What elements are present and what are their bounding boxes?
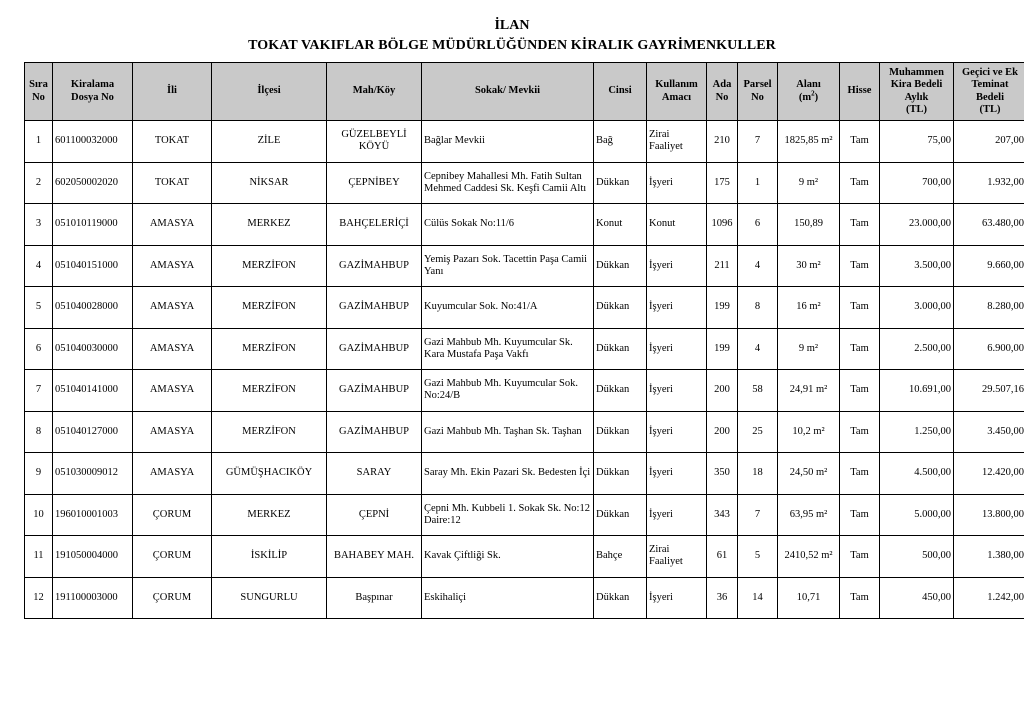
cell-dosya-no: 196010001003 xyxy=(53,494,133,536)
cell-cinsi: Dükkan xyxy=(594,328,647,370)
cell-sokak-mevkii: Gazi Mahbub Mh. Kuyumcular Sok. No:24/B xyxy=(422,370,594,412)
cell-teminat-bedeli: 63.480,00 xyxy=(954,204,1024,246)
table-row xyxy=(25,245,1024,287)
cell-hisse: Tam xyxy=(840,245,880,287)
cell-ilce: MERZİFON xyxy=(212,411,327,453)
cell-sokak-mevkii: Gazi Mahbub Mh. Taşhan Sk. Taşhan xyxy=(422,411,594,453)
cell-teminat-bedeli: 6.900,00 xyxy=(954,328,1024,370)
cell-mah-koy: ÇEPNİ xyxy=(327,494,422,536)
table-row xyxy=(25,453,1024,495)
cell-parsel-no: 18 xyxy=(738,453,778,495)
cell-kira-bedeli: 10.691,00 xyxy=(880,370,954,412)
cell-sira: 3 xyxy=(25,204,53,246)
cell-sokak-mevkii: Yemiş Pazarı Sok. Tacettin Paşa Camii Yanı xyxy=(422,245,594,287)
cell-ilce: MERKEZ xyxy=(212,494,327,536)
cell-kullanim-amaci: İşyeri xyxy=(647,162,707,204)
cell-kira-bedeli: 4.500,00 xyxy=(880,453,954,495)
cell-il: AMASYA xyxy=(133,245,212,287)
cell-dosya-no: 051040127000 xyxy=(53,411,133,453)
header-teminat-bedeli: Geçici ve Ek Teminat Bedeli (TL) xyxy=(954,63,1024,121)
cell-sira: 10 xyxy=(25,494,53,536)
cell-ada-no: 200 xyxy=(707,370,738,412)
cell-hisse: Tam xyxy=(840,411,880,453)
cell-hisse: Tam xyxy=(840,162,880,204)
cell-teminat-bedeli: 1.242,00 xyxy=(954,577,1024,619)
cell-teminat-bedeli: 12.420,00 xyxy=(954,453,1024,495)
cell-ada-no: 199 xyxy=(707,287,738,329)
cell-mah-koy: GÜZELBEYLİ KÖYÜ xyxy=(327,121,422,163)
cell-hisse: Tam xyxy=(840,204,880,246)
cell-cinsi: Dükkan xyxy=(594,162,647,204)
table-row xyxy=(25,370,1024,412)
cell-hisse: Tam xyxy=(840,453,880,495)
cell-hisse: Tam xyxy=(840,287,880,329)
cell-alani: 9 m² xyxy=(778,162,840,204)
table-row xyxy=(25,204,1024,246)
cell-sokak-mevkii: Çepni Mh. Kubbeli 1. Sokak Sk. No:12 Daire:12 xyxy=(422,494,594,536)
cell-teminat-bedeli: 1.380,00 xyxy=(954,536,1024,578)
cell-hisse: Tam xyxy=(840,328,880,370)
page-title: İLAN xyxy=(494,18,530,33)
cell-kullanim-amaci: İşyeri xyxy=(647,577,707,619)
cell-hisse: Tam xyxy=(840,121,880,163)
cell-teminat-bedeli: 13.800,00 xyxy=(954,494,1024,536)
cell-kira-bedeli: 1.250,00 xyxy=(880,411,954,453)
cell-mah-koy: Başpınar xyxy=(327,577,422,619)
cell-kira-bedeli: 75,00 xyxy=(880,121,954,163)
cell-dosya-no: 051040141000 xyxy=(53,370,133,412)
cell-cinsi: Bağ xyxy=(594,121,647,163)
cell-kira-bedeli: 5.000,00 xyxy=(880,494,954,536)
cell-kullanim-amaci: İşyeri xyxy=(647,370,707,412)
cell-il: TOKAT xyxy=(133,162,212,204)
cell-alani: 9 m² xyxy=(778,328,840,370)
cell-cinsi: Bahçe xyxy=(594,536,647,578)
cell-sira: 8 xyxy=(25,411,53,453)
cell-cinsi: Dükkan xyxy=(594,370,647,412)
cell-parsel-no: 8 xyxy=(738,287,778,329)
cell-il: TOKAT xyxy=(133,121,212,163)
cell-mah-koy: SARAY xyxy=(327,453,422,495)
table-body xyxy=(25,121,1024,619)
header-cinsi: Cinsi xyxy=(594,63,647,121)
rental-properties-table xyxy=(24,62,1024,619)
cell-ilce: İSKİLİP xyxy=(212,536,327,578)
cell-mah-koy: BAHÇELERİÇİ xyxy=(327,204,422,246)
cell-sokak-mevkii: Eskihaliçi xyxy=(422,577,594,619)
table-row xyxy=(25,121,1024,163)
cell-kullanim-amaci: İşyeri xyxy=(647,328,707,370)
cell-il: AMASYA xyxy=(133,370,212,412)
cell-sira: 1 xyxy=(25,121,53,163)
cell-il: AMASYA xyxy=(133,453,212,495)
cell-teminat-bedeli: 8.280,00 xyxy=(954,287,1024,329)
table-row xyxy=(25,577,1024,619)
cell-kira-bedeli: 450,00 xyxy=(880,577,954,619)
cell-alani: 24,50 m² xyxy=(778,453,840,495)
cell-parsel-no: 6 xyxy=(738,204,778,246)
table-row xyxy=(25,162,1024,204)
cell-il: ÇORUM xyxy=(133,494,212,536)
cell-parsel-no: 1 xyxy=(738,162,778,204)
cell-sokak-mevkii: Cepnibey Mahallesi Mh. Fatih Sultan Mehmed Caddesi Sk. Keşfi Camii Altı xyxy=(422,162,594,204)
cell-mah-koy: GAZİMAHBUP xyxy=(327,287,422,329)
cell-parsel-no: 25 xyxy=(738,411,778,453)
cell-parsel-no: 5 xyxy=(738,536,778,578)
cell-alani: 1825,85 m² xyxy=(778,121,840,163)
cell-sira: 9 xyxy=(25,453,53,495)
cell-sokak-mevkii: Kavak Çiftliği Sk. xyxy=(422,536,594,578)
cell-ada-no: 199 xyxy=(707,328,738,370)
cell-parsel-no: 14 xyxy=(738,577,778,619)
table-header-row xyxy=(25,63,1024,121)
cell-kira-bedeli: 700,00 xyxy=(880,162,954,204)
table-row xyxy=(25,328,1024,370)
cell-alani: 150,89 xyxy=(778,204,840,246)
cell-kullanim-amaci: İşyeri xyxy=(647,494,707,536)
cell-ilce: MERZİFON xyxy=(212,245,327,287)
cell-kira-bedeli: 3.500,00 xyxy=(880,245,954,287)
cell-ada-no: 343 xyxy=(707,494,738,536)
cell-cinsi: Dükkan xyxy=(594,577,647,619)
table-row xyxy=(25,411,1024,453)
cell-teminat-bedeli: 9.660,00 xyxy=(954,245,1024,287)
cell-ada-no: 36 xyxy=(707,577,738,619)
cell-sira: 12 xyxy=(25,577,53,619)
header-il: İli xyxy=(133,63,212,121)
cell-parsel-no: 7 xyxy=(738,121,778,163)
header-hisse: Hisse xyxy=(840,63,880,121)
header-kullanim-amaci: Kullanım Amacı xyxy=(647,63,707,121)
cell-ada-no: 175 xyxy=(707,162,738,204)
cell-alani: 63,95 m² xyxy=(778,494,840,536)
cell-ilce: MERKEZ xyxy=(212,204,327,246)
cell-il: AMASYA xyxy=(133,328,212,370)
cell-il: ÇORUM xyxy=(133,577,212,619)
cell-dosya-no: 051010119000 xyxy=(53,204,133,246)
cell-sokak-mevkii: Gazi Mahbub Mh. Kuyumcular Sk. Kara Mustafa Paşa Vakfı xyxy=(422,328,594,370)
cell-dosya-no: 051040030000 xyxy=(53,328,133,370)
cell-alani: 30 m² xyxy=(778,245,840,287)
header-dosya-no: Kiralama Dosya No xyxy=(53,63,133,121)
cell-ilce: ZİLE xyxy=(212,121,327,163)
cell-teminat-bedeli: 207,00 xyxy=(954,121,1024,163)
table-row xyxy=(25,536,1024,578)
cell-mah-koy: GAZİMAHBUP xyxy=(327,245,422,287)
cell-ada-no: 61 xyxy=(707,536,738,578)
header-alani: Alanı $(m^2)$ xyxy=(778,63,840,121)
cell-sokak-mevkii: Saray Mh. Ekin Pazari Sk. Bedesten İçi xyxy=(422,453,594,495)
cell-alani: 10,2 m² xyxy=(778,411,840,453)
cell-il: AMASYA xyxy=(133,411,212,453)
cell-cinsi: Dükkan xyxy=(594,411,647,453)
cell-ilce: MERZİFON xyxy=(212,370,327,412)
header-ilce: İlçesi xyxy=(212,63,327,121)
cell-ada-no: 1096 xyxy=(707,204,738,246)
cell-kira-bedeli: 500,00 xyxy=(880,536,954,578)
cell-ada-no: 210 xyxy=(707,121,738,163)
cell-cinsi: Dükkan xyxy=(594,453,647,495)
cell-sira: 2 xyxy=(25,162,53,204)
cell-mah-koy: ÇEPNİBEY xyxy=(327,162,422,204)
cell-il: AMASYA xyxy=(133,204,212,246)
cell-dosya-no: 051040151000 xyxy=(53,245,133,287)
cell-ada-no: 200 xyxy=(707,411,738,453)
header-parsel-no: Parsel No xyxy=(738,63,778,121)
cell-alani: 10,71 xyxy=(778,577,840,619)
cell-hisse: Tam xyxy=(840,370,880,412)
cell-kullanim-amaci: İşyeri xyxy=(647,245,707,287)
cell-kira-bedeli: 2.500,00 xyxy=(880,328,954,370)
cell-ilce: SUNGURLU xyxy=(212,577,327,619)
header-kira-bedeli: Muhammen Kira Bedeli Aylık (TL) xyxy=(880,63,954,121)
cell-ilce: GÜMÜŞHACIKÖY xyxy=(212,453,327,495)
cell-kullanim-amaci: İşyeri xyxy=(647,411,707,453)
cell-mah-koy: BAHABEY MAH. xyxy=(327,536,422,578)
cell-dosya-no: 601100032000 xyxy=(53,121,133,163)
cell-parsel-no: 7 xyxy=(738,494,778,536)
cell-alani: 16 m² xyxy=(778,287,840,329)
cell-sokak-mevkii: Cülüs Sokak No:11/6 xyxy=(422,204,594,246)
cell-cinsi: Konut xyxy=(594,204,647,246)
header-sokak-mevkii: Sokak/ Mevkii xyxy=(422,63,594,121)
cell-teminat-bedeli: 1.932,00 xyxy=(954,162,1024,204)
header-mah-koy: Mah/Köy xyxy=(327,63,422,121)
cell-parsel-no: 58 xyxy=(738,370,778,412)
cell-parsel-no: 4 xyxy=(738,245,778,287)
cell-ilce: NİKSAR xyxy=(212,162,327,204)
cell-cinsi: Dükkan xyxy=(594,245,647,287)
cell-kullanim-amaci: Konut xyxy=(647,204,707,246)
cell-ada-no: 350 xyxy=(707,453,738,495)
cell-parsel-no: 4 xyxy=(738,328,778,370)
cell-ilce: MERZİFON xyxy=(212,287,327,329)
cell-kullanim-amaci: Zirai Faaliyet xyxy=(647,536,707,578)
cell-dosya-no: 191050004000 xyxy=(53,536,133,578)
cell-kullanim-amaci: İşyeri xyxy=(647,287,707,329)
page-subtitle: TOKAT VAKIFLAR BÖLGE MÜDÜRLÜĞÜNDEN KİRALIK GAYRİMENKULLER xyxy=(248,38,776,53)
cell-kullanim-amaci: Zirai Faaliyet xyxy=(647,121,707,163)
cell-dosya-no: 191100003000 xyxy=(53,577,133,619)
cell-mah-koy: GAZİMAHBUP xyxy=(327,370,422,412)
cell-hisse: Tam xyxy=(840,536,880,578)
cell-kira-bedeli: 23.000,00 xyxy=(880,204,954,246)
cell-sira: 7 xyxy=(25,370,53,412)
cell-ada-no: 211 xyxy=(707,245,738,287)
cell-cinsi: Dükkan xyxy=(594,494,647,536)
cell-mah-koy: GAZİMAHBUP xyxy=(327,411,422,453)
cell-sokak-mevkii: Kuyumcular Sok. No:41/A xyxy=(422,287,594,329)
cell-alani: 24,91 m² xyxy=(778,370,840,412)
cell-alani: 2410,52 m² xyxy=(778,536,840,578)
header-ada-no: Ada No xyxy=(707,63,738,121)
cell-dosya-no: 051030009012 xyxy=(53,453,133,495)
cell-mah-koy: GAZİMAHBUP xyxy=(327,328,422,370)
cell-dosya-no: 051040028000 xyxy=(53,287,133,329)
cell-dosya-no: 602050002020 xyxy=(53,162,133,204)
cell-sira: 4 xyxy=(25,245,53,287)
table-row xyxy=(25,287,1024,329)
cell-cinsi: Dükkan xyxy=(594,287,647,329)
cell-ilce: MERZİFON xyxy=(212,328,327,370)
cell-teminat-bedeli: 29.507,16 xyxy=(954,370,1024,412)
cell-hisse: Tam xyxy=(840,577,880,619)
cell-sira: 11 xyxy=(25,536,53,578)
cell-sokak-mevkii: Bağlar Mevkii xyxy=(422,121,594,163)
cell-il: ÇORUM xyxy=(133,536,212,578)
table-row xyxy=(25,494,1024,536)
cell-kira-bedeli: 3.000,00 xyxy=(880,287,954,329)
cell-sira: 6 xyxy=(25,328,53,370)
cell-il: AMASYA xyxy=(133,287,212,329)
cell-kullanim-amaci: İşyeri xyxy=(647,453,707,495)
cell-sira: 5 xyxy=(25,287,53,329)
header-sira: Sıra No xyxy=(25,63,53,121)
cell-hisse: Tam xyxy=(840,494,880,536)
cell-teminat-bedeli: 3.450,00 xyxy=(954,411,1024,453)
